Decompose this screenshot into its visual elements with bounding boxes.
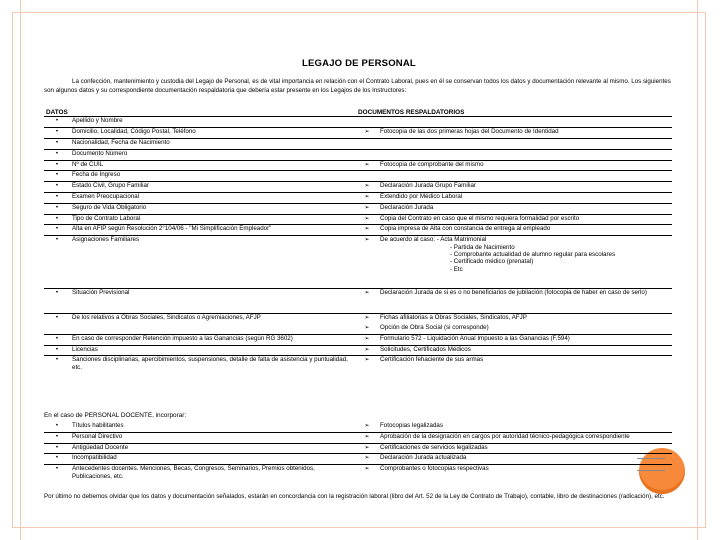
table-row [44, 443, 672, 454]
arrow-icon: ➢ [356, 203, 378, 214]
table-row [44, 356, 672, 371]
row-doc [378, 139, 672, 150]
docente-heading: En el caso de PERSONAL DOCENTE, incorporar: [44, 412, 187, 419]
arrow-icon: ➢ [356, 465, 378, 480]
bullet-icon: • [44, 182, 70, 193]
bullet-icon: • [44, 128, 70, 139]
table-row [44, 422, 672, 432]
row-doc: Declaración Jurada actualizada [378, 454, 672, 465]
row-doc: Certificaciones de servicios legalizadas [378, 443, 672, 454]
arrow-icon: ➢ [356, 182, 378, 193]
arrow-icon: ➢ [356, 214, 378, 225]
arrow-icon: ➢ [356, 334, 378, 345]
row-doc: De acuerdo al caso: - Acta Matrimonial - Partida de Nacimiento - Comprobante actualidad de alumno regular para escolares - Certificado médico (prenatal) - Etc [378, 236, 672, 289]
row-doc: Fotocopias legalizadas [380, 422, 443, 429]
row-dato: Nº de CUIL [70, 160, 356, 171]
table-row [44, 182, 672, 193]
bullet-icon: • [44, 356, 70, 371]
row-dato: Alta en AFIP según Resolución 2°104/06 - "Mi Simplificación Empleador" [70, 225, 356, 236]
bullet-icon: • [44, 214, 70, 225]
row-dato: Nacionalidad, Fecha de Nacimiento [70, 139, 356, 150]
row-doc: Fotocopia de comprobante del mismo [378, 160, 672, 171]
row-dato: Antigüedad Docente [70, 443, 356, 454]
table-row [44, 324, 672, 334]
row-doc: Copia impresa de Alta con constancia de entrega al empleado [378, 225, 672, 236]
row-dato: Apellido y Nombre [72, 117, 123, 125]
table-row [44, 225, 672, 236]
arrow-icon: ➢ [356, 225, 378, 236]
row-doc: Comprobantes o fotocopias respectivas [378, 465, 672, 480]
row-doc [378, 149, 672, 160]
bullet-icon: • [44, 432, 70, 443]
row-dato: Títulos habilitantes [72, 422, 124, 429]
row-doc [378, 117, 672, 128]
row-dato: De los relativos a Obras Sociales, Sindicatos o Agremiaciones, AFJP [70, 314, 356, 324]
arrow-icon: ➢ [364, 422, 370, 429]
sub-item: - Comprobante actualidad de alumno regular para escolares [450, 250, 616, 258]
row-doc: Aprobación de la designación en cargos por autoridad técnico-pedagógica correspondiente [378, 432, 672, 443]
table-row [44, 214, 672, 225]
bullet-icon: • [44, 443, 70, 454]
row-dato: Domicilio, Localidad, Código Postal, Teléfono [70, 128, 356, 139]
row-dato: Asignaciones Familiares [70, 236, 356, 289]
bullet-icon: • [44, 334, 70, 345]
table-row [44, 432, 672, 443]
row-dato: Fecha de Ingreso [70, 171, 356, 182]
arrow-icon [356, 171, 378, 182]
row-doc: Extendido por Médico Laboral [378, 192, 672, 203]
table-row [44, 334, 672, 345]
left-frame-line [20, 0, 21, 540]
row-doc: Formulario 572 - Liquidación Anual Impuesto a las Ganancias (F.594) [378, 334, 672, 345]
table-row [44, 171, 672, 182]
table-row [44, 465, 672, 480]
row-doc: Declaración Jurada [378, 203, 672, 214]
row-dato: En caso de corresponder Retención impuesto a las Ganancias (según RG 3602) [70, 334, 356, 345]
main-table [44, 109, 672, 371]
arrow-icon: ➢ [356, 356, 378, 371]
row-dato: Incompatibilidad [70, 454, 356, 465]
bullet-icon: • [44, 345, 70, 356]
table-row [44, 128, 672, 139]
row-dato: Estado Civil, Grupo Familiar [70, 182, 356, 193]
row-dato: Sanciones disciplinarias, apercibimientos, suspensiones, detalle de falta de asistencia y puntualidad, etc. [70, 356, 356, 371]
bullet-icon: • [44, 203, 70, 214]
arrow-icon [356, 117, 378, 128]
row-doc: Copia del Contrato en caso que el mismo requiera formalidad por escrito [378, 214, 672, 225]
table-row [44, 160, 672, 171]
arrow-icon: ➢ [356, 314, 378, 324]
docente-table-body [44, 422, 672, 480]
table-row [44, 203, 672, 214]
bullet-icon: • [55, 422, 59, 429]
arrow-icon: ➢ [356, 432, 378, 443]
arrow-icon: ➢ [356, 345, 378, 356]
arrow-icon: ➢ [356, 128, 378, 139]
arrow-icon: ➢ [356, 443, 378, 454]
bullet-icon: • [44, 192, 70, 203]
bullet-icon: • [55, 117, 59, 125]
main-table-body [44, 117, 672, 371]
row-doc: Declaración Jurada de si es o no beneficiarios de jubilación (fotocopia de haber en caso de serlo) [378, 289, 672, 314]
table-row [44, 192, 672, 203]
table-row [44, 236, 672, 289]
bullet-icon: • [44, 289, 70, 314]
row-dato: Personal Directivo [70, 432, 356, 443]
row-dato: Tipo de Contrato Laboral [70, 214, 356, 225]
row-dato: Examen Preocupacional [70, 192, 356, 203]
docente-table [44, 422, 672, 480]
arrow-icon: ➢ [356, 192, 378, 203]
header-datos: DATOS [44, 109, 356, 117]
arrow-icon: ➢ [356, 289, 378, 314]
arrow-icon: ➢ [356, 454, 378, 465]
table-row [44, 139, 672, 150]
table-row [44, 345, 672, 356]
arrow-icon: ➢ [356, 160, 378, 171]
bullet-icon: • [44, 225, 70, 236]
row-dato: Antecedentes docentes. Menciones, Becas, Congresos, Seminarios, Premios obtenidos, Publicaciones, etc. [70, 465, 356, 480]
row-dato: Situación Previsional [70, 289, 356, 314]
row-doc: Solicitudes, Certificados Médicos [378, 345, 672, 356]
bullet-icon: • [44, 171, 70, 182]
bullet-icon: • [44, 139, 70, 150]
arrow-icon: ➢ [356, 236, 378, 289]
arrow-icon [356, 149, 378, 160]
sub-item: - Certificado médico (prenatal) [450, 258, 534, 266]
bullet-icon [44, 324, 70, 334]
bullet-icon: • [44, 314, 70, 324]
bullet-icon: • [44, 465, 70, 480]
row-dato: Documento Número [70, 149, 356, 160]
page-title: LEGAJO DE PERSONAL [302, 58, 416, 69]
sub-item: - Partida de Nacimiento [450, 243, 515, 251]
bullet-icon: • [44, 236, 70, 289]
right-frame-line [697, 0, 698, 540]
sub-item: - Etc [450, 265, 463, 273]
row-dato: Licencias [70, 345, 356, 356]
row-doc: Certificación fehaciente de sus armas [378, 356, 672, 371]
footer-note: Por último no debemos olvidar que los datos y documentación señalados, estarán en concordancia con la registración laboral (libro del Art. 52 de la Ley de Contrato de Trabajo), contable, libro de destinaciones (radicación), etc. [44, 493, 665, 500]
table-row [44, 314, 672, 324]
bullet-icon: • [44, 149, 70, 160]
arrow-icon: ➢ [364, 323, 370, 331]
row-dato: Seguro de Vida Obligatorio [70, 203, 356, 214]
row-doc [378, 171, 672, 182]
row-dato [70, 324, 356, 334]
table-row [44, 289, 672, 314]
table-row [44, 117, 672, 128]
header-docs: DOCUMENTOS RESPALDATORIOS [356, 109, 672, 117]
arrow-icon [356, 139, 378, 150]
table-row [44, 454, 672, 465]
table-row [44, 149, 672, 160]
intro-paragraph: La confección, mantenimiento y custodia del Legajo de Personal, es de vital importancia en relación con el Contrato Laboral, pues en él se conservan todos los datos y documentación relevante al mismo. Los siguientes son algunos datos y su correspondiente documentación respaldatoria que debería estar presente en los Legajos de los Instructores: [44, 78, 671, 94]
row-doc: Opción de Obra Social (si corresponde) [380, 323, 489, 331]
row-doc: Fichas afiliatorias a Obras Sociales, Sindicatos, AFJP [378, 314, 672, 324]
row-doc: Fotocopia de las dos primeras hojas del Documento de Identidad [378, 128, 672, 139]
row-doc: Declaración Jurada Grupo Familiar [378, 182, 672, 193]
bullet-icon: • [44, 160, 70, 171]
bullet-icon: • [44, 454, 70, 465]
